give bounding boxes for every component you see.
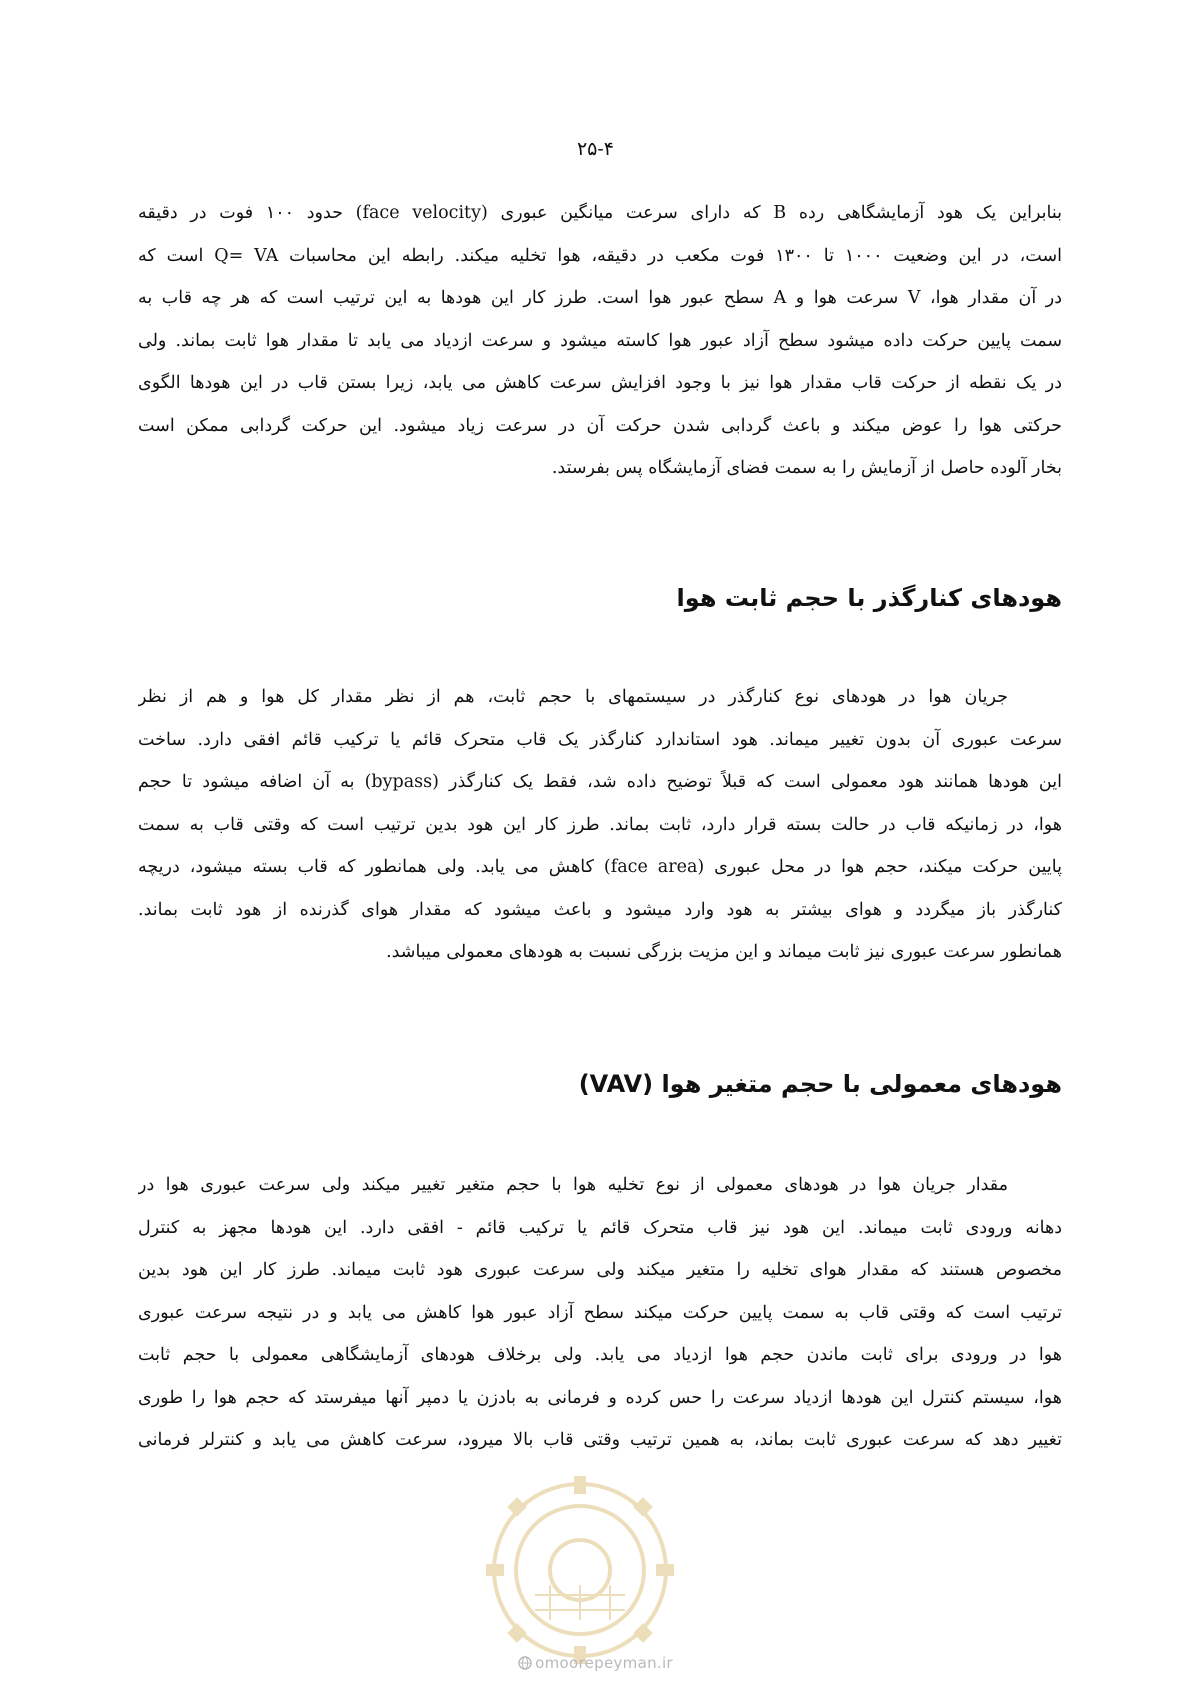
text-line: هوا، در زمانیکه قاب در حالت بسته قرار دارد، ثابت بماند. طرز کار این هود بدین ترتیب است که وقتی قاب به سمت [138,814,1062,835]
text-line: هوا، سیستم کنترل این هودها ازدیاد سرعت را حس کرده و فرمانی به بادزن یا دمپر آنها میفرستد که حجم هوا را طوری [138,1387,1062,1408]
text-line: پایین حرکت میکند، حجم هوا در محل عبوری (face area) کاهش می یابد. ولی همانطور که قاب بسته میشود، دریچه [138,857,1062,877]
globe-icon [518,1656,532,1670]
paragraph-face-velocity [138,192,1062,490]
text-line: سمت پایین حرکت داده میشود سطح آزاد عبور هوا کاسته میشود و سرعت ازدیاد می یابد تا مقدار هوا ثابت بماند. ولی [138,330,1062,351]
text-line: است، در این وضعیت ۱۰۰۰ تا ۱۳۰۰ فوت مکعب در دقیقه، هوا تخلیه میکند. رابطه این محاسبات Q= VA است که [138,245,1062,266]
text-line: دهانه ورودی ثابت میماند. این هود نیز قاب متحرک قائم یا ترکیب قائم - افقی دارد. این هودها مجهز به کنترل [138,1217,1062,1238]
text-line: مقدار جریان هوا در هودهای معمولی از نوع تخلیه هوا با حجم متغیر تغییر میکند ولی سرعت عبوری هوا در [138,1175,1008,1195]
text-line: هوا در ورودی برای ثابت ماندن حجم هوا ازدیاد می یابد. ولی برخلاف هودهای آزمایشگاهی معمولی با حجم ثابت [138,1345,1062,1365]
section-heading-vav-hoods: هودهای معمولی با حجم متغیر هوا (VAV) [578,1070,1062,1098]
text-line: مخصوص هستند که مقدار هوای تخلیه را متغیر میکند ولی سرعت عبوری هود ثابت میماند. طرز کار این هود بدین [138,1260,1062,1280]
website-url: omoorepeyman.ir [535,1654,673,1672]
section-heading-bypass-hoods: هودهای کنارگذر با حجم ثابت هوا [676,584,1062,612]
text-line: بخار آلوده حاصل از آزمایش را به سمت فضای آزمایشگاه پس بفرستد. [551,458,1062,478]
text-line: بنابراین یک هود آزمایشگاهی رده B که دارای سرعت میانگین عبوری (face velocity) حدود ۱۰۰ فوت در دقیقه [138,203,1062,223]
text-line: ترتیب است که وقتی قاب به سمت پایین حرکت میکند سطح آزاد عبور هوا کاهش می یابد و در نتیجه سرعت عبوری [138,1302,1062,1323]
text-line: تغییر دهد که سرعت عبوری ثابت بماند، به همین ترتیب وقتی قاب بالا میرود، سرعت کاهش می یابد و کنترلر فرمانی [138,1430,1062,1450]
text-line: در آن مقدار هوا، V سرعت هوا و A سطح عبور هوا است. طرز کار این هودها به این ترتیب است که هر چه قاب به [138,288,1062,308]
text-line: جریان هوا در هودهای نوع کنارگذر در سیستمهای با حجم ثابت، هم از نظر مقدار کل هوا و هم از نظر [138,687,1008,707]
text-line: این هودها همانند هود معمولی است که قبلاً توضیح داده شد، فقط یک کنارگذر (bypass) به آن اضافه میشود تا حجم [138,772,1062,792]
text-line: حرکتی هوا را عوض میکند و باعث گردابی شدن حرکت آن در سرعت زیاد میشود. این حرکت گردابی ممکن است [138,415,1062,436]
paragraph-vav-hoods [138,1164,1062,1462]
text-line: در یک نقطه از حرکت قاب مقدار هوا نیز با وجود افزایش سرعت کاهش می یابد، زیرا بستن قاب در این هودها الگوی [138,373,1062,393]
engineering-seal-logo-icon [480,1470,680,1670]
page-number: ۲۵-۴ [576,138,615,160]
text-line: همانطور سرعت عبوری نیز ثابت میماند و این مزیت بزرگی نسبت به هودهای معمولی میباشد. [386,942,1062,962]
paragraph-bypass-hoods [138,676,1062,974]
text-line: سرعت عبوری آن بدون تغییر میماند. هود استاندارد کنارگذر یک قاب متحرک قائم یا ترکیب قائم افقی دارد. ساخت [138,729,1062,750]
text-line: کنارگذر باز میگردد و هوای بیشتر به هود وارد میشود و باعث میشود که مقدار هوای گذرنده از هود ثابت بماند. [138,899,1062,920]
footer-website [0,1654,1191,1672]
